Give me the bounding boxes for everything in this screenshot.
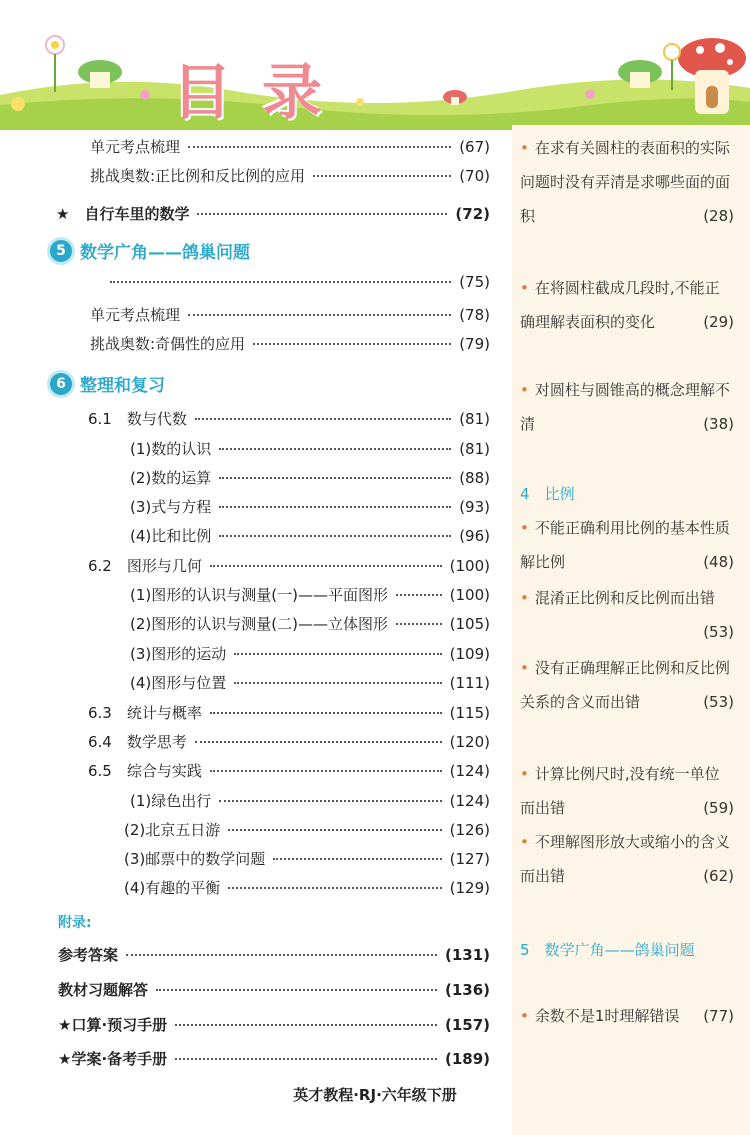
- toc-entry[interactable]: (1)图形的认识与测量(一)——平面图形 (100): [130, 586, 490, 604]
- toc-entry[interactable]: 6.2 图形与几何 (100): [88, 557, 490, 575]
- toc-entry[interactable]: (2)北京五日游 (126): [124, 821, 490, 839]
- toc-entry[interactable]: (4)比和比例 (96): [130, 527, 490, 545]
- chapter-5-heading[interactable]: [50, 238, 250, 263]
- toc-entry[interactable]: 6.4 数学思考 (120): [88, 733, 490, 751]
- header-banner: [0, 0, 750, 130]
- toc-entry[interactable]: 6.5 综合与实践 (124): [88, 762, 490, 780]
- toc-entry-special[interactable]: ★ 自行车里的数学 (72): [56, 205, 490, 223]
- toc-entry[interactable]: (75): [110, 273, 490, 291]
- bullet-icon: •: [520, 381, 529, 399]
- mistake-item[interactable]: • 在将圆柱截成几段时,不能正确理解表面积的变化 (29): [520, 279, 734, 331]
- mistake-item[interactable]: • 混淆正比例和反比例而出错 (53): [520, 589, 734, 641]
- chapter-number-badge: 6: [50, 373, 72, 395]
- toc-entry[interactable]: 6.1 数与代数 (81): [88, 410, 490, 428]
- toc-entry[interactable]: 单元考点梳理 (67): [90, 138, 490, 156]
- toc-entry[interactable]: ★学案·备考手册 (189): [58, 1050, 490, 1068]
- page-title: 目录: [172, 58, 352, 128]
- toc-entry[interactable]: (2)图形的认识与测量(二)——立体图形 (105): [130, 615, 490, 633]
- bullet-icon: •: [520, 1007, 529, 1025]
- bullet-icon: •: [520, 519, 529, 537]
- toc-entry[interactable]: (2)数的运算 (88): [130, 469, 490, 487]
- meadow-illustration: [0, 0, 750, 130]
- mistake-item[interactable]: • 不能正确利用比例的基本性质解比例 (48): [520, 519, 734, 571]
- mistake-item[interactable]: • 对圆柱与圆锥高的概念理解不清 (38): [520, 381, 734, 433]
- toc-entry[interactable]: 挑战奥数:正比例和反比例的应用 (70): [90, 167, 490, 185]
- toc-entry[interactable]: 6.3 统计与概率 (115): [88, 704, 490, 722]
- toc-entry[interactable]: (3)邮票中的数学问题 (127): [124, 850, 490, 868]
- mistake-item[interactable]: • 计算比例尺时,没有统一单位而出错 (59): [520, 765, 734, 817]
- mistake-item[interactable]: • 没有正确理解正比例和反比例关系的含义而出错 (53): [520, 659, 734, 711]
- toc-entry[interactable]: (3)图形的运动 (109): [130, 645, 490, 663]
- toc-entry[interactable]: (1)数的认识 (81): [130, 440, 490, 458]
- toc-entry[interactable]: (3)式与方程 (93): [130, 498, 490, 516]
- toc-entry[interactable]: (4)图形与位置 (111): [130, 674, 490, 692]
- appendix-label: 附录:: [58, 915, 92, 931]
- toc-entry[interactable]: 单元考点梳理 (78): [90, 306, 490, 324]
- bullet-icon: •: [520, 279, 529, 297]
- bullet-icon: •: [520, 589, 529, 607]
- chapter-6-heading[interactable]: [50, 371, 165, 396]
- toc-entry[interactable]: 挑战奥数:奇偶性的应用 (79): [90, 335, 490, 353]
- toc-entry[interactable]: (4)有趣的平衡 (129): [124, 879, 490, 897]
- bullet-icon: •: [520, 659, 529, 677]
- section-5-heading[interactable]: 5 数学广角——鸽巢问题: [520, 941, 695, 959]
- bullet-icon: •: [520, 833, 529, 851]
- mistake-item[interactable]: • 余数不是1时理解错误 (77): [520, 1007, 734, 1025]
- toc-entry[interactable]: ★口算·预习手册 (157): [58, 1016, 490, 1034]
- bullet-icon: •: [520, 139, 529, 157]
- chapter-title: 整理和复习: [80, 376, 165, 396]
- page-footer: 英才教程·RJ·六年级下册: [293, 1086, 457, 1104]
- chapter-title: 数学广角——鸽巢问题: [80, 243, 250, 263]
- toc-entry[interactable]: 教材习题解答 (136): [58, 981, 490, 999]
- mistakes-sidebar: [512, 125, 750, 1135]
- section-4-heading[interactable]: 4 比例: [520, 485, 575, 503]
- bullet-icon: •: [520, 765, 529, 783]
- mistake-item[interactable]: • 在求有关圆柱的表面积的实际问题时没有弄清是求哪些面的面积 (28): [520, 139, 734, 225]
- chapter-number-badge: 5: [50, 240, 72, 262]
- toc-entry[interactable]: 参考答案 (131): [58, 946, 490, 964]
- mistake-item[interactable]: • 不理解图形放大或缩小的含义而出错 (62): [520, 833, 734, 885]
- toc-entry[interactable]: (1)绿色出行 (124): [130, 792, 490, 810]
